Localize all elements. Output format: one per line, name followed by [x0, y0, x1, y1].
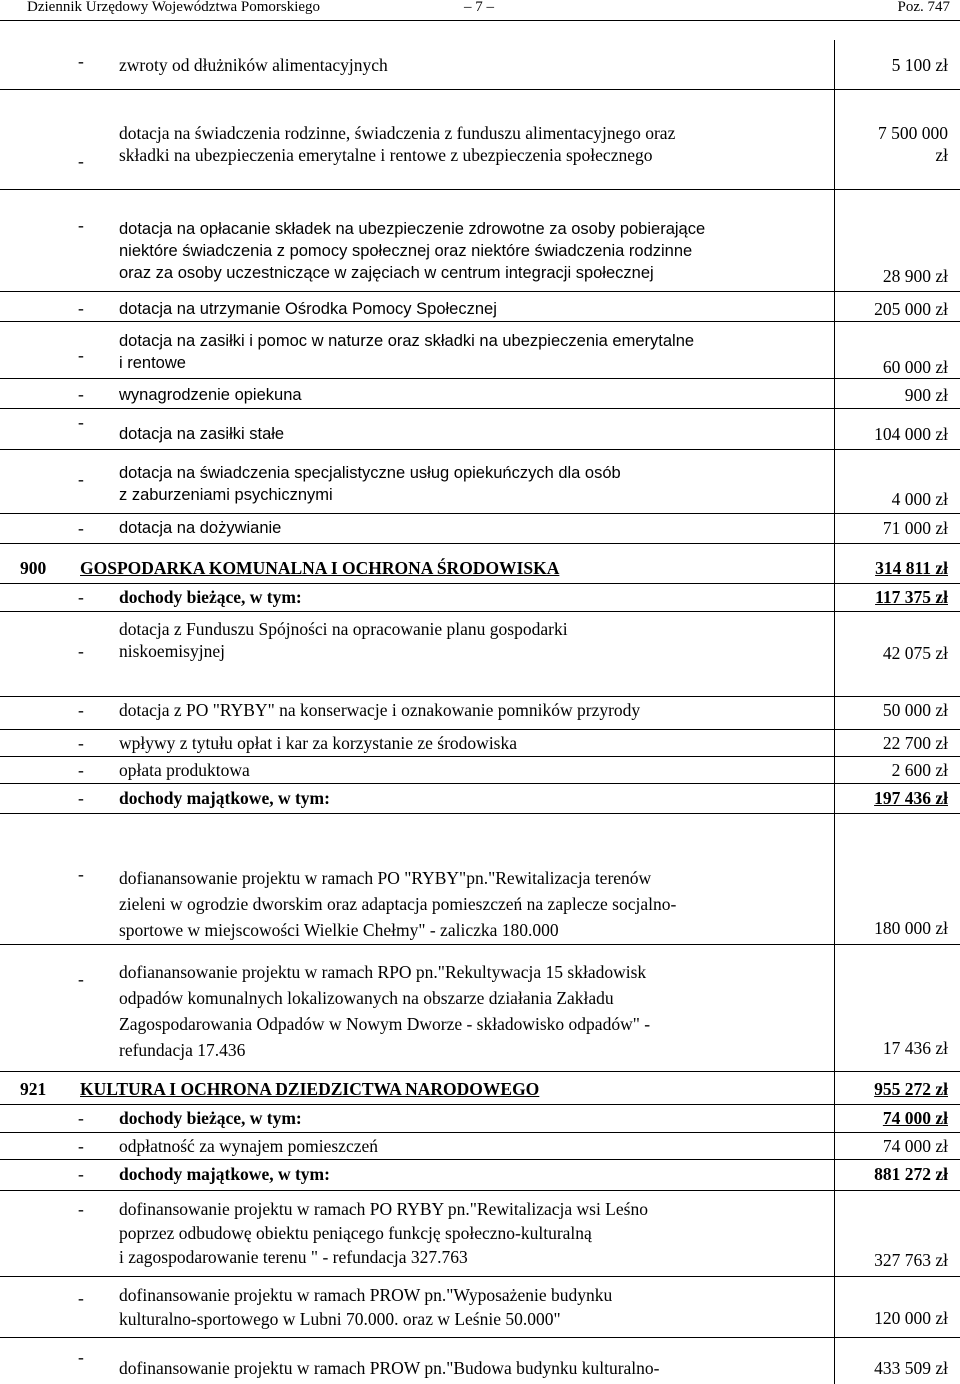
section-title: GOSPODARKA KOMUNALNA I OCHRONA ŚRODOWISKA [80, 558, 560, 578]
table-row [0, 1133, 960, 1160]
section-title: KULTURA I OCHRONA DZIEDZICTWA NARODOWEGO [80, 1079, 540, 1099]
table-row [0, 292, 960, 322]
table-row [0, 514, 960, 544]
row-description: dofianansowanie projektu w ramach RPO pn."Rekultywacja 15 składowisk odpadów komunalnych lokalizowanych na obszarze działania Zakładu Zagospodarowania Odpadów w Nowym Dworze - składowisko odpadów" - refundacja 17.436 [119, 962, 651, 1060]
row-dash: - [78, 1108, 84, 1128]
table-row [0, 945, 960, 1072]
table-row [0, 409, 960, 450]
row-description: dotacja na świadczenia rodzinne, świadczenia z funduszu alimentacyjnego oraz składki na ubezpieczenia emerytalne i rentowe z ubezpieczenia społecznego [119, 123, 676, 165]
section-amount: 314 811 zł [875, 558, 948, 578]
row-description: dofinansowanie projektu w ramach PROW pn."Budowa budynku kulturalno- [119, 1358, 660, 1378]
table-row [0, 190, 960, 292]
table-row [0, 814, 960, 945]
row-dash: - [78, 469, 84, 489]
row-amount: 60 000 zł [882, 357, 948, 377]
journal-title: Dziennik Urzędowy Województwa Pomorskiego [27, 0, 321, 15]
row-description: dotacja na dożywianie [119, 519, 282, 537]
row-dash: - [78, 1347, 84, 1367]
section-code: 900 [20, 558, 47, 578]
row-description: dotacja na utrzymanie Ośrodka Pomocy Społecznej [119, 300, 497, 318]
row-description: dochody majątkowe, w tym: [119, 788, 330, 808]
table-row [0, 450, 960, 514]
row-description: wynagrodzenie opiekuna [119, 386, 302, 404]
row-amount: 180 000 zł [874, 918, 948, 938]
row-description: dotacja z Funduszu Spójności na opracowanie planu gospodarki niskoemisyjnej [119, 619, 568, 661]
row-amount: 50 000 zł [882, 700, 948, 720]
page-number: – 7 – [464, 0, 494, 15]
row-description: opłata produktowa [119, 760, 250, 780]
row-amount: 120 000 zł [874, 1308, 948, 1328]
row-dash: - [78, 1164, 84, 1184]
row-description: dotacja na świadczenia specjalistyczne usług opiekuńczych dla osób z zaburzeniami psychicznymi [119, 464, 621, 504]
row-dash: - [78, 760, 84, 780]
row-amount: 2 600 zł [891, 760, 948, 780]
row-amount: 17 436 zł [882, 1038, 948, 1058]
table-row [0, 757, 960, 784]
row-description: dochody bieżące, w tym: [119, 1108, 302, 1128]
row-dash: - [78, 1199, 84, 1219]
row-description: dotacja na zasiłki stałe [119, 425, 285, 443]
row-dash: - [78, 215, 84, 235]
row-description: dotacja na opłacanie składek na ubezpieczenie zdrowotne za osoby pobierające niektóre świadczenia z pomocy społecznej oraz niektóre świadczenia rodzinne oraz za osoby uczestniczące w zajęciach w centrum integracji społecznej [119, 220, 706, 282]
row-amount: 5 100 zł [891, 55, 948, 75]
table-row [0, 1160, 960, 1191]
table-row [0, 1191, 960, 1277]
row-amount: 28 900 zł [882, 266, 948, 286]
row-amount: 900 zł [904, 385, 948, 405]
row-amount: 117 375 zł [875, 587, 948, 607]
row-description: dofinansowanie projektu w ramach PO RYBY pn."Rewitalizacja wsi Leśno poprzez odbudowę obiektu peniącego funkcję społeczno-kulturalną i zagospodarowanie terenu " - refundacja 327.763 [119, 1199, 648, 1267]
row-amount: 104 000 zł [874, 424, 948, 444]
table-row [0, 1105, 960, 1133]
table-row [0, 322, 960, 379]
section-code: 921 [20, 1079, 47, 1099]
row-dash: - [78, 412, 84, 432]
table-row [0, 1338, 960, 1384]
row-dash: - [78, 298, 84, 318]
table-row [0, 612, 960, 697]
row-dash: - [78, 733, 84, 753]
row-amount: 74 000 zł [882, 1136, 948, 1156]
row-description: dofinansowanie projektu w ramach PROW pn."Wyposażenie budynku kulturalno-sportowego w Lubni 70.000. oraz w Leśnie 50.000" [119, 1285, 613, 1329]
row-amount: 205 000 zł [874, 299, 948, 319]
row-dash: - [78, 518, 84, 538]
section-row [0, 544, 960, 584]
row-amount: 327 763 zł [874, 1250, 948, 1270]
row-dash: - [78, 345, 84, 365]
row-dash: - [78, 384, 84, 404]
table-row [0, 697, 960, 730]
row-amount: 197 436 zł [874, 788, 948, 808]
row-description: dotacja z PO "RYBY" na konserwacje i oznakowanie pomników przyrody [119, 700, 641, 720]
row-dash: - [78, 587, 84, 607]
row-amount: 74 000 zł [882, 1108, 948, 1128]
table-row [0, 1277, 960, 1338]
row-amount: 881 272 zł [874, 1164, 948, 1184]
row-description: wpływy z tytułu opłat i kar za korzystanie ze środowiska [119, 733, 518, 753]
table-row [0, 730, 960, 757]
row-dash: - [78, 1136, 84, 1156]
row-amount: 22 700 zł [882, 733, 948, 753]
position-number: Poz. 747 [897, 0, 950, 15]
row-amount: 71 000 zł [882, 518, 948, 538]
row-dash: - [78, 700, 84, 720]
table-row [0, 584, 960, 612]
row-dash: - [78, 788, 84, 808]
table-row [0, 784, 960, 814]
table-row [0, 90, 960, 190]
row-amount: 7 500 000 zł [878, 123, 948, 165]
row-description: dochody majątkowe, w tym: [119, 1164, 330, 1184]
row-dash: - [78, 864, 84, 884]
table-row [0, 40, 960, 90]
row-dash: - [78, 151, 84, 171]
row-description: zwroty od dłużników alimentacyjnych [119, 55, 388, 75]
row-dash: - [78, 51, 84, 71]
row-description: odpłatność za wynajem pomieszczeń [119, 1136, 378, 1156]
row-description: dotacja na zasiłki i pomoc w naturze oraz składki na ubezpieczenia emerytalne i rentowe [119, 332, 695, 372]
row-description: dofianansowanie projektu w ramach PO "RYBY"pn."Rewitalizacja terenów zieleni w ogrodzie dworskim oraz adaptacja pomieszczeń na zaplecze socjalno- sportowe w miejscowości Wielkie Chełmy" - zaliczka 180.000 [119, 868, 677, 940]
page-header [0, 0, 960, 21]
row-dash: - [78, 1288, 84, 1308]
row-description: dochody bieżące, w tym: [119, 587, 302, 607]
row-dash: - [78, 641, 84, 661]
row-amount: 42 075 zł [882, 643, 948, 663]
row-amount: 4 000 zł [891, 489, 948, 509]
row-amount: 433 509 zł [874, 1358, 948, 1378]
section-row [0, 1072, 960, 1105]
row-dash: - [78, 969, 84, 989]
table-row [0, 379, 960, 409]
section-amount: 955 272 zł [874, 1079, 948, 1099]
